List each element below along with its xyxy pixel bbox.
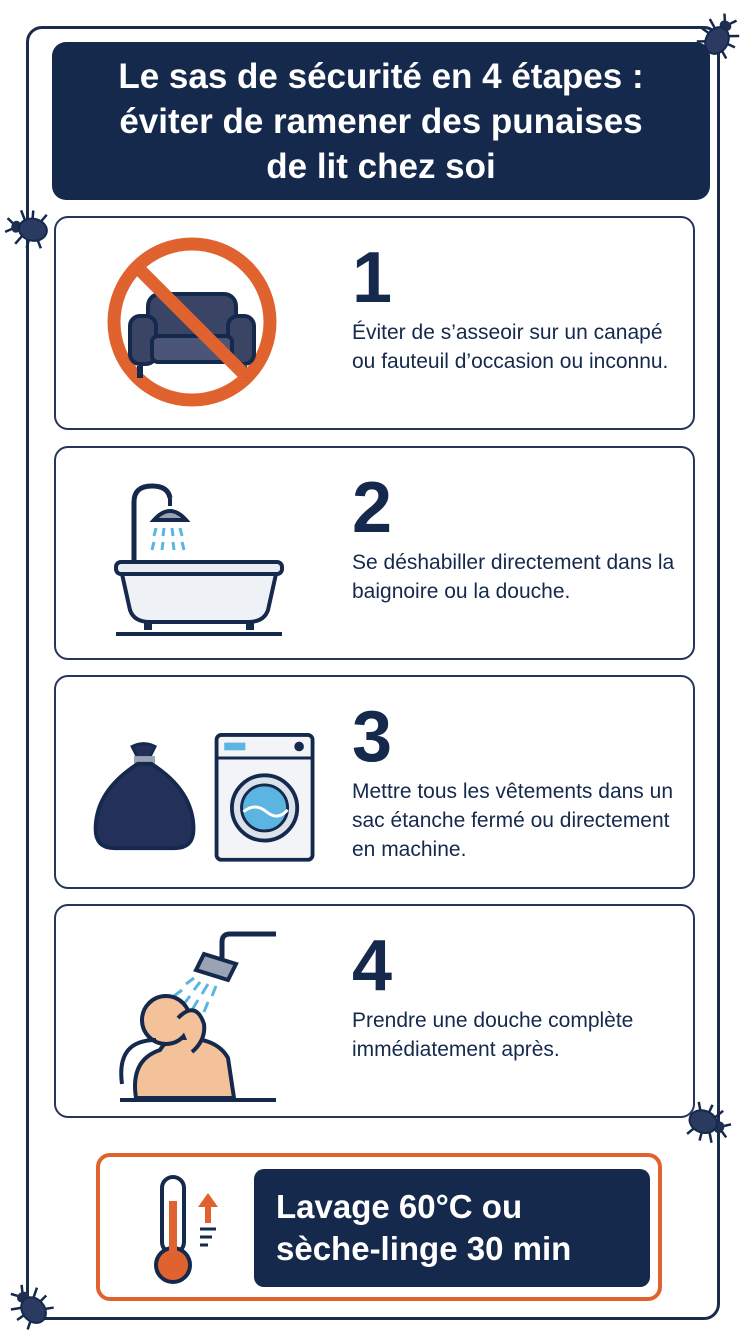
bed-bug-icon xyxy=(0,200,58,258)
no-sofa-icon xyxy=(96,232,336,414)
step-number-3: 3 xyxy=(352,697,393,777)
step-number-1: 1 xyxy=(352,238,393,318)
step-card-4 xyxy=(54,904,695,1118)
step-card-3 xyxy=(54,675,695,889)
bathtub-shower-icon xyxy=(96,462,336,644)
step-text-2: Se déshabiller directement dans la baignoire ou la douche. xyxy=(352,551,675,603)
wash-label: Lavage 60°C ou sèche-linge 30 min xyxy=(276,1188,572,1267)
step-number-2: 2 xyxy=(352,468,393,548)
wash-callout xyxy=(96,1153,662,1301)
step-card-2 xyxy=(54,446,695,660)
bag-and-washing-machine-icon xyxy=(86,691,326,873)
wash-label-box xyxy=(254,1169,650,1287)
step-number-4: 4 xyxy=(352,926,393,1006)
step-text-4: Prendre une douche complète immédiatement après. xyxy=(352,1009,634,1061)
thermometer-heat-icon xyxy=(140,1171,230,1287)
person-showering-icon xyxy=(96,920,336,1102)
step-card-1 xyxy=(54,216,695,430)
page-title: Le sas de sécurité en 4 étapes : éviter de ramener des punaises de lit chez soi xyxy=(118,56,644,186)
step-text-3: Mettre tous les vêtements dans un sac étanche fermé ou directement en machine. xyxy=(352,780,673,861)
step-text-1: Éviter de s’asseoir sur un canapé ou fauteuil d’occasion ou inconnu. xyxy=(352,321,669,373)
header-banner xyxy=(52,42,710,200)
